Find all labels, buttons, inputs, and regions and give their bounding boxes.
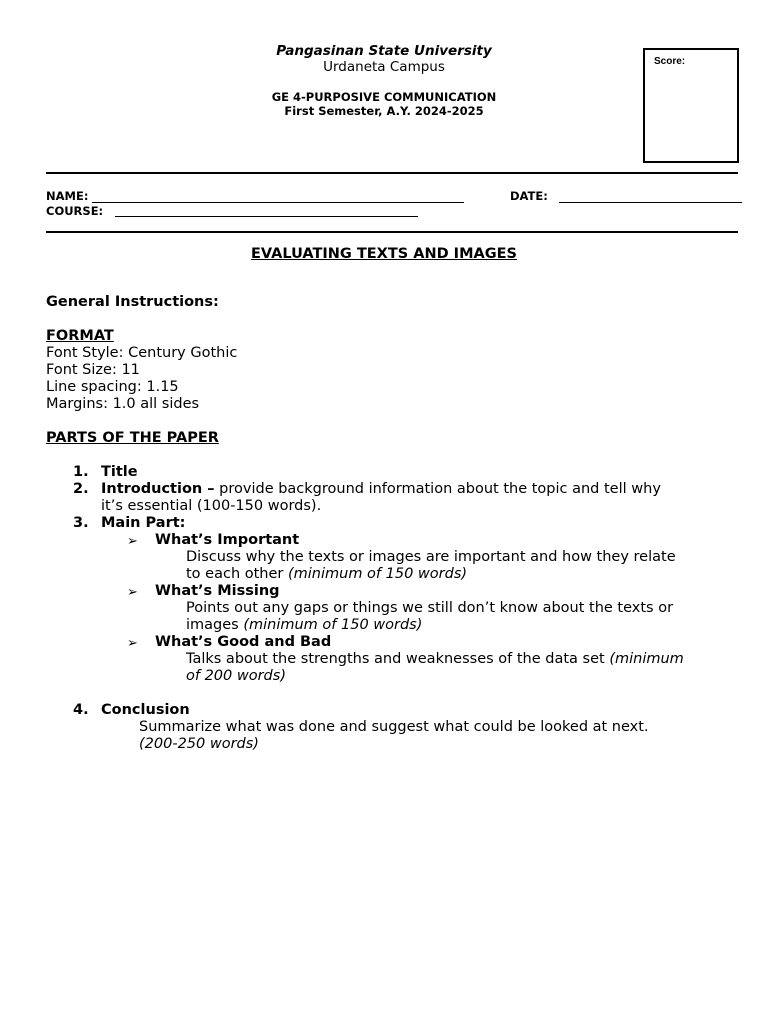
subpart-text: to each other: [186, 566, 288, 582]
date-label: DATE:: [510, 189, 548, 203]
subpart-text: [186, 651, 684, 668]
list-number: 1.: [73, 464, 89, 480]
arrow-bullet-icon: ➢: [127, 636, 138, 651]
format-line: Font Size: 11: [46, 362, 140, 378]
course-label: COURSE:: [46, 204, 104, 218]
part-title: Conclusion: [101, 702, 190, 718]
subpart-text: Discuss why the texts or images are important and how they relate: [186, 549, 676, 565]
subpart-title: What’s Important: [155, 532, 300, 548]
part-title: Title: [101, 464, 138, 480]
divider-bottom: [46, 231, 738, 233]
format-heading: FORMAT: [46, 328, 114, 344]
format-line: Margins: 1.0 all sides: [46, 396, 200, 412]
part-introduction: [101, 481, 661, 498]
subpart-title: What’s Missing: [155, 583, 280, 599]
campus-name: Urdaneta Campus: [323, 59, 445, 75]
word-count-note: (minimum of 150 words): [243, 617, 423, 633]
general-instructions: General Instructions:: [46, 294, 219, 310]
subpart-text: Talks about the strengths and weaknesses of the data set: [186, 651, 610, 667]
subpart-text-cont: [186, 566, 467, 583]
course-title: GE 4-PURPOSIVE COMMUNICATION: [271, 90, 497, 104]
list-number: 4.: [73, 702, 89, 718]
arrow-bullet-icon: ➢: [127, 585, 138, 600]
semester: First Semester, A.Y. 2024-2025: [284, 104, 484, 118]
conclusion-text: Summarize what was done and suggest what could be looked at next.: [139, 719, 649, 735]
format-line: Line spacing: 1.15: [46, 379, 179, 395]
word-count-note: (200-250 words): [139, 736, 259, 752]
subpart-title: What’s Good and Bad: [155, 634, 332, 650]
score-box[interactable]: [643, 48, 739, 163]
divider-top: [46, 172, 738, 174]
name-field[interactable]: [92, 202, 464, 203]
university-name: Pangasinan State University: [276, 43, 492, 59]
name-label: NAME:: [46, 189, 89, 203]
subpart-text: Points out any gaps or things we still don’t know about the texts or: [186, 600, 674, 616]
course-field[interactable]: [115, 216, 418, 217]
part-title: Main Part:: [101, 515, 186, 531]
introduction-text: provide background information about the topic and tell why: [214, 481, 661, 497]
subpart-text: images: [186, 617, 244, 633]
arrow-bullet-icon: ➢: [127, 534, 138, 549]
format-line: Font Style: Century Gothic: [46, 345, 238, 361]
word-count-note: (minimum of 150 words): [287, 566, 468, 582]
parts-heading: PARTS OF THE PAPER: [46, 430, 219, 446]
page-title: EVALUATING TEXTS AND IMAGES: [251, 246, 517, 262]
word-count-note: of 200 words): [186, 668, 286, 684]
subpart-text-cont: [186, 617, 422, 634]
score-label: Score:: [654, 56, 686, 67]
list-number: 3.: [73, 515, 89, 531]
introduction-label: Introduction –: [101, 481, 215, 497]
date-field[interactable]: [559, 202, 742, 203]
word-count-note: (minimum: [609, 651, 684, 667]
list-number: 2.: [73, 481, 89, 497]
introduction-text-cont: it’s essential (100-150 words).: [101, 498, 322, 514]
